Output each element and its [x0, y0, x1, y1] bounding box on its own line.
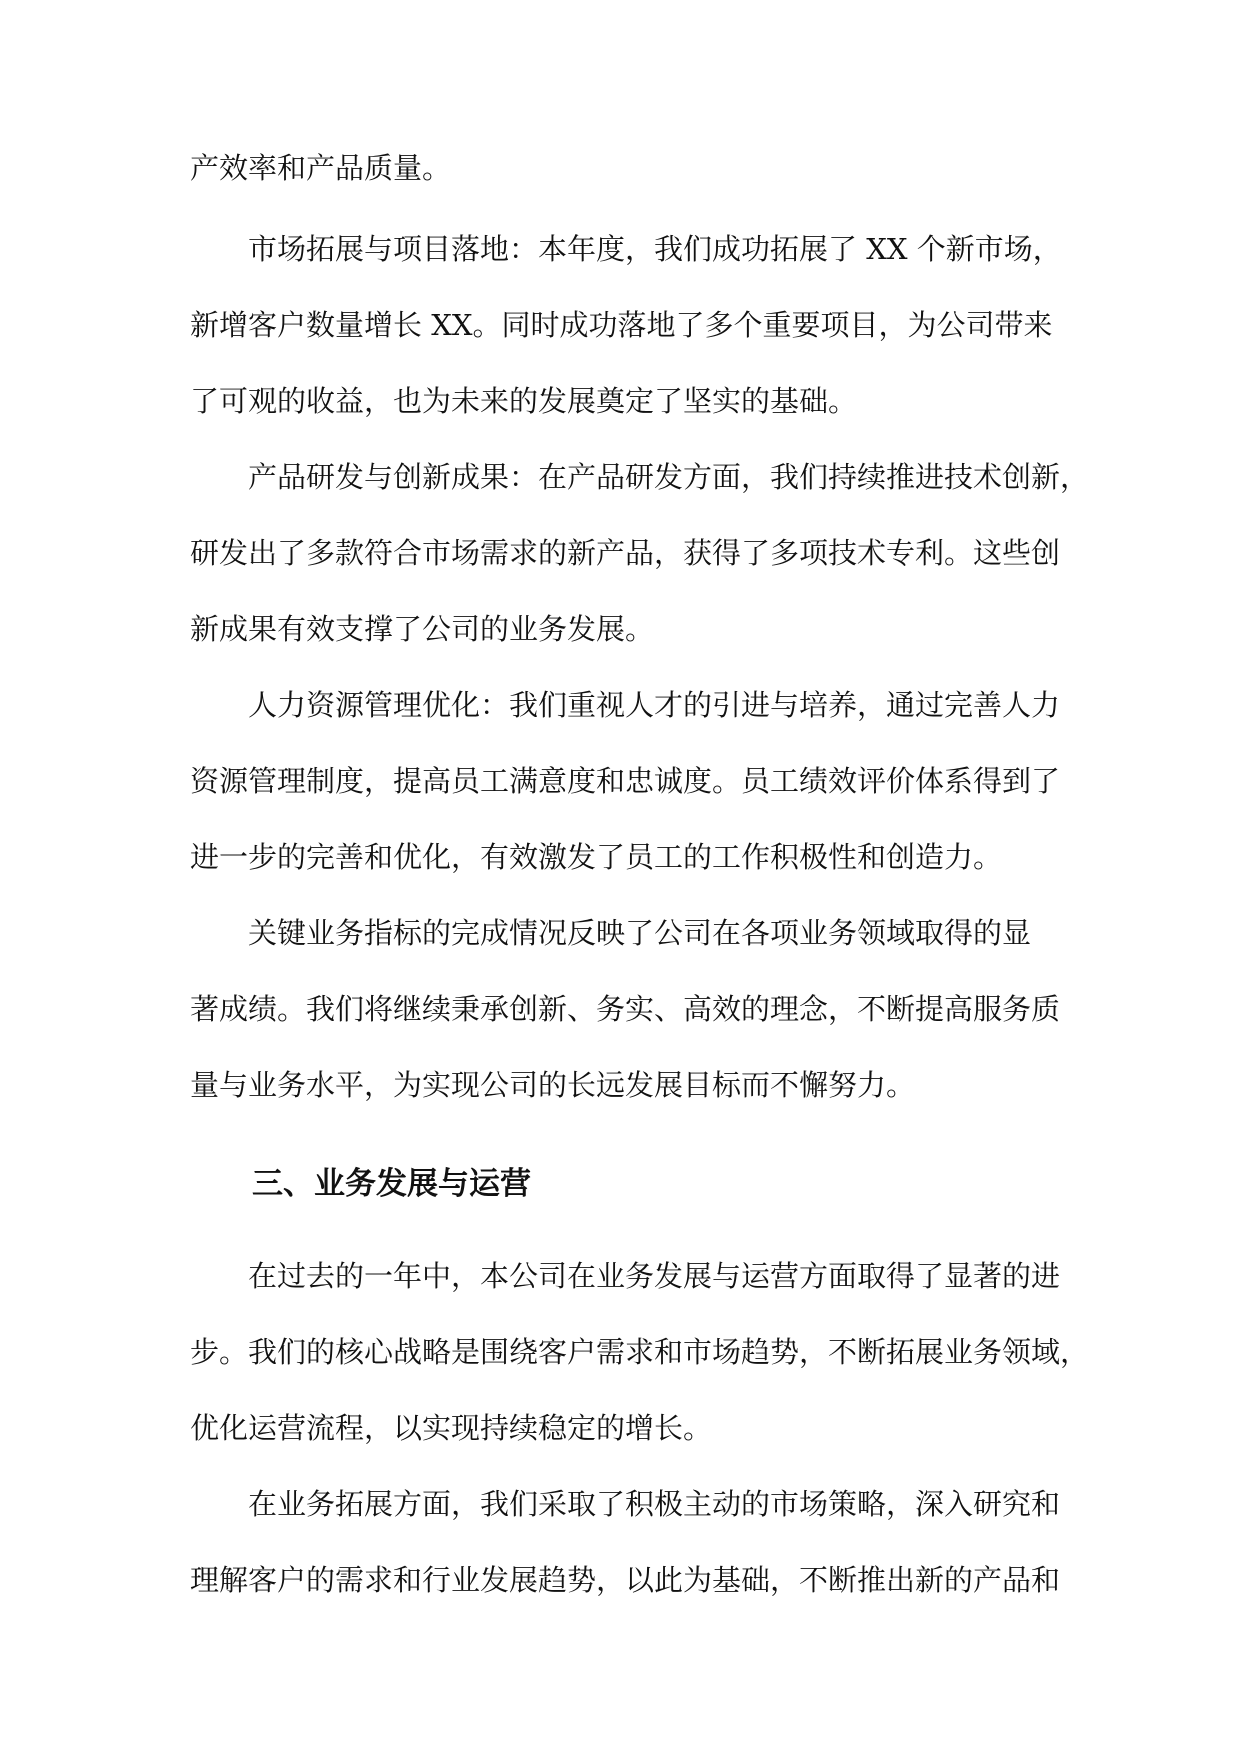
- text-line-13: 量与业务水平，为实现公司的长远发展目标而不懈努力。: [190, 1068, 916, 1102]
- text-line-1: 产效率和产品质量。: [190, 151, 452, 185]
- text-line-3: 新增客户数量增长 XX。同时成功落地了多个重要项目，为公司带来: [190, 308, 1053, 342]
- text-line-14: 在过去的一年中，本公司在业务发展与运营方面取得了显著的进: [248, 1259, 1061, 1293]
- section-heading: 三、业务发展与运营: [252, 1166, 531, 1202]
- text-line-5: 产品研发与创新成果：在产品研发方面，我们持续推进技术创新，: [248, 460, 1090, 494]
- text-line-17: 在业务拓展方面，我们采取了积极主动的市场策略，深入研究和: [248, 1487, 1061, 1521]
- text-line-4: 了可观的收益，也为未来的发展奠定了坚实的基础。: [190, 384, 858, 418]
- text-line-7: 新成果有效支撑了公司的业务发展。: [190, 612, 655, 646]
- text-line-2: 市场拓展与项目落地：本年度，我们成功拓展了 XX 个新市场，: [248, 232, 1062, 266]
- text-line-12: 著成绩。我们将继续秉承创新、务实、高效的理念，不断提高服务质: [190, 992, 1061, 1026]
- text-line-8: 人力资源管理优化：我们重视人才的引进与培养，通过完善人力: [248, 688, 1061, 722]
- text-line-18: 理解客户的需求和行业发展趋势，以此为基础，不断推出新的产品和: [190, 1563, 1061, 1597]
- text-line-10: 进一步的完善和优化，有效激发了员工的工作积极性和创造力。: [190, 840, 1003, 874]
- text-line-9: 资源管理制度，提高员工满意度和忠诚度。员工绩效评价体系得到了: [190, 764, 1061, 798]
- text-line-15: 步。我们的核心战略是围绕客户需求和市场趋势，不断拓展业务领域，: [190, 1335, 1090, 1369]
- text-line-11: 关键业务指标的完成情况反映了公司在各项业务领域取得的显: [248, 916, 1032, 950]
- text-line-6: 研发出了多款符合市场需求的新产品，获得了多项技术专利。这些创: [190, 536, 1061, 570]
- text-line-16: 优化运营流程，以实现持续稳定的增长。: [190, 1411, 713, 1445]
